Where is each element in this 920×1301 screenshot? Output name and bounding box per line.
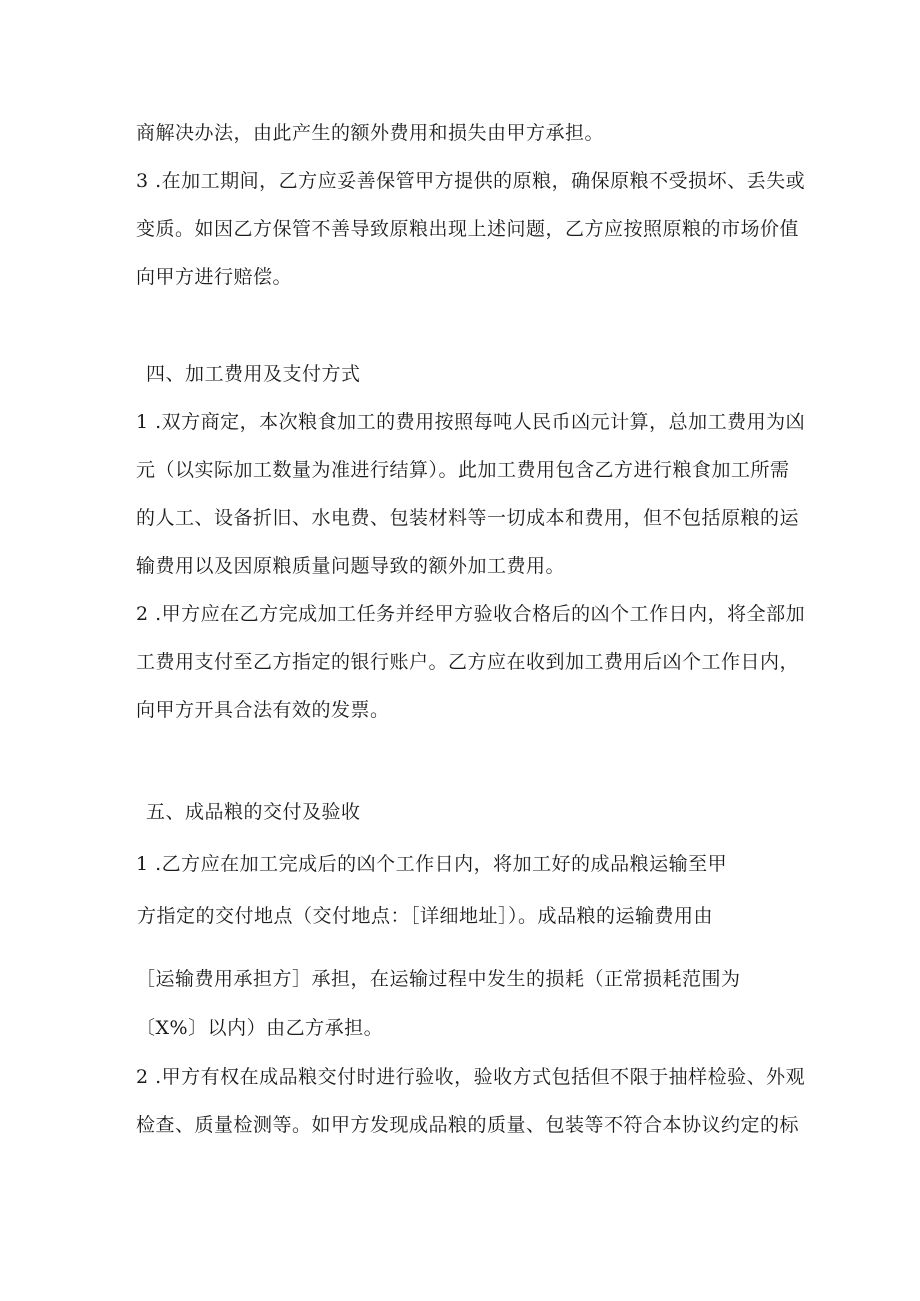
paragraph-line: 方指定的交付地点（交付地点：［详细地址］）。成品粮的运输费用由: [137, 905, 714, 927]
paragraph-line: ［运输费用承担方］承担，在运输过程中发生的损耗（正常损耗范围为: [136, 968, 741, 990]
paragraph-line: 3 .在加工期间，乙方应妥善保管甲方提供的原粮，确保原粮不受损坏、丢失或: [136, 170, 806, 192]
paragraph-line: 输费用以及因原粮质量问题导致的额外加工费用。: [136, 555, 566, 577]
paragraph-line: 变质。如因乙方保管不善导致原粮出现上述问题，乙方应按照原粮的市场价值: [136, 218, 800, 240]
paragraph-line: 1 .乙方应在加工完成后的凶个工作日内，将加工好的成品粮运输至甲: [136, 853, 728, 875]
section-heading: 四、加工费用及支付方式: [146, 363, 361, 385]
paragraph-line: 向甲方进行赔偿。: [136, 266, 293, 288]
paragraph-line: 向甲方开具合法有效的发票。: [136, 699, 390, 721]
paragraph-line: 〔X%〕以内）由乙方承担。: [136, 1017, 384, 1039]
paragraph-line: 工费用支付至乙方指定的银行账户。乙方应在收到加工费用后凶个工作日内，: [136, 651, 800, 673]
paragraph-line: 元（以实际加工数量为准进行结算）。此加工费用包含乙方进行粮食加工所需: [136, 459, 790, 481]
section-heading: 五、成品粮的交付及验收: [146, 801, 361, 823]
paragraph-line: 2 .甲方应在乙方完成加工任务并经甲方验收合格后的凶个工作日内，将全部加: [136, 603, 806, 625]
paragraph-line: 的人工、设备折旧、水电费、包装材料等一切成本和费用，但不包括原粮的运: [136, 507, 800, 529]
paragraph-line: 商解决办法，由此产生的额外费用和损失由甲方承担。: [136, 122, 605, 144]
paragraph-line: 检查、质量检测等。如甲方发现成品粮的质量、包装等不符合本协议约定的标: [136, 1114, 800, 1136]
paragraph-line: 2 .甲方有权在成品粮交付时进行验收，验收方式包括但不限于抽样检验、外观: [136, 1066, 806, 1088]
paragraph-line: 1 .双方商定，本次粮食加工的费用按照每吨人民币凶元计算，总加工费用为凶: [136, 411, 806, 433]
